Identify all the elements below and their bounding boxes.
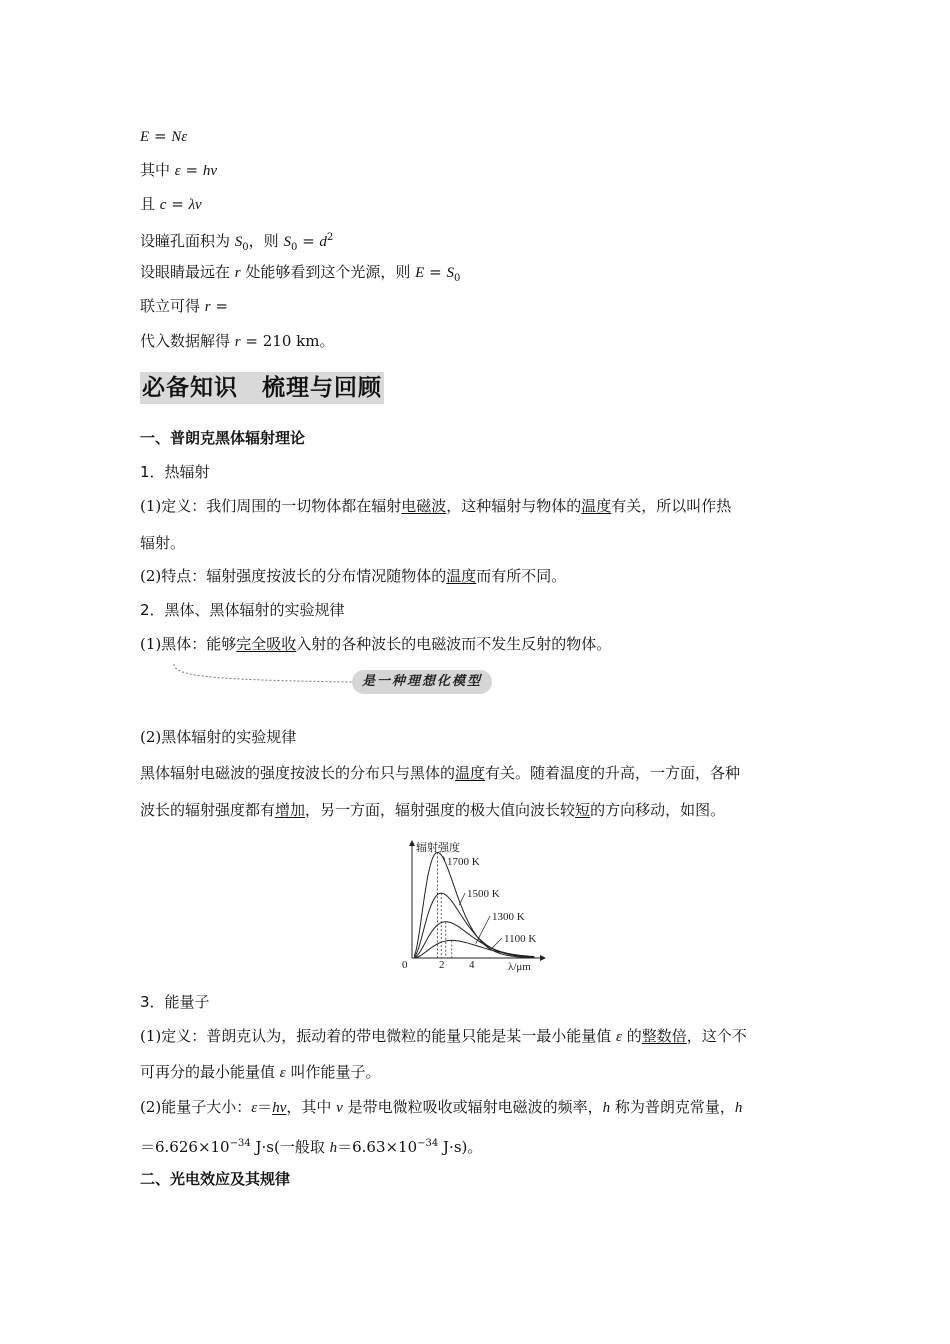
y-axis-arrow <box>409 840 415 846</box>
x-tick-label-0: 0 <box>402 959 408 971</box>
model-note-badge: 是一种理想化模型 <box>361 674 482 689</box>
label-leader-1300k <box>476 916 490 944</box>
x-axis-label: λ/μm <box>508 961 531 973</box>
equation-line-7: 代入数据解得 r = 210 km。 <box>140 332 335 350</box>
x-tick-label-4: 4 <box>469 959 475 971</box>
series-label-1300k: 1300 K <box>492 911 525 923</box>
series-label-1100k: 1100 K <box>504 933 537 945</box>
subsection-1-title: 1．热辐射 <box>140 463 210 481</box>
label-leader-1100k <box>490 938 502 950</box>
quantum-size-line1: (2)能量子大小：ε＝hν，其中 ν 是带电微粒吸收或辐射电磁波的频率，h 称为普朗克常量，h <box>140 1098 743 1116</box>
quantum-definition-line2: 可再分的最小能量值 ε 叫作能量子。 <box>140 1063 381 1081</box>
subsection-2-title: 2．黑体、黑体辐射的实验规律 <box>140 601 345 619</box>
quantum-size-line2: $=6.626\times 10^{-34}$ J·s(一般取 $h=6.63\times 10^{-34}$ J·s)。 <box>140 1138 483 1156</box>
blackbody-law-title: (2)黑体辐射的实验规律 <box>140 728 297 746</box>
equation-line-5: 设眼睛最远在 r 处能够看到这个光源，则 $E = S_0$ <box>140 263 461 284</box>
section-title: 必备知识 梳理与回顾 <box>140 372 384 404</box>
equation-line-1: E = Nε <box>140 127 188 145</box>
part1-heading: 一、普朗克黑体辐射理论 <box>140 429 306 447</box>
series-label-1500k: 1500 K <box>467 888 500 900</box>
blackbody-radiation-chart <box>400 838 550 974</box>
blackbody-definition: (1)黑体：能够完全吸收入射的各种波长的电磁波而不发生反射的物体。 <box>140 635 612 653</box>
s1-definition-line1: (1)定义：我们周围的一切物体都在辐射电磁波，这种辐射与物体的温度有关，所以叫作热 <box>140 497 732 515</box>
label-leader-1500k <box>459 893 465 905</box>
blackbody-law-line1: 黑体辐射电磁波的强度按波长的分布只与黑体的温度有关。随着温度的升高，一方面，各种 <box>140 764 741 782</box>
equation-line-6: 联立可得 r = <box>140 297 228 315</box>
y-axis-label: 辐射强度 <box>416 842 460 854</box>
s1-definition-line2: 辐射。 <box>140 534 186 552</box>
s1-feature-line: (2)特点：辐射强度按波长的分布情况随物体的温度而有所不同。 <box>140 567 567 585</box>
blackbody-law-line2: 波长的辐射强度都有增加，另一方面，辐射强度的极大值向波长较短的方向移动，如图。 <box>140 801 726 819</box>
equation-line-4: 设瞳孔面积为 $S_0$，则 $S_0 = d^2$ <box>140 232 334 253</box>
subsection-3-title: 3．能量子 <box>140 993 210 1011</box>
equation-line-3: 且 c = λν <box>140 195 202 213</box>
x-axis-arrow <box>540 955 546 961</box>
x-tick-label-2: 2 <box>439 959 445 971</box>
series-label-1700k: 1700 K <box>447 856 480 868</box>
equation-line-2: 其中 ε = hν <box>140 161 217 179</box>
part2-heading: 二、光电效应及其规律 <box>140 1170 291 1188</box>
quantum-definition-line1: (1)定义：普朗克认为，振动着的带电微粒的能量只能是某一最小能量值 ε 的整数倍，这个不 <box>140 1027 747 1045</box>
